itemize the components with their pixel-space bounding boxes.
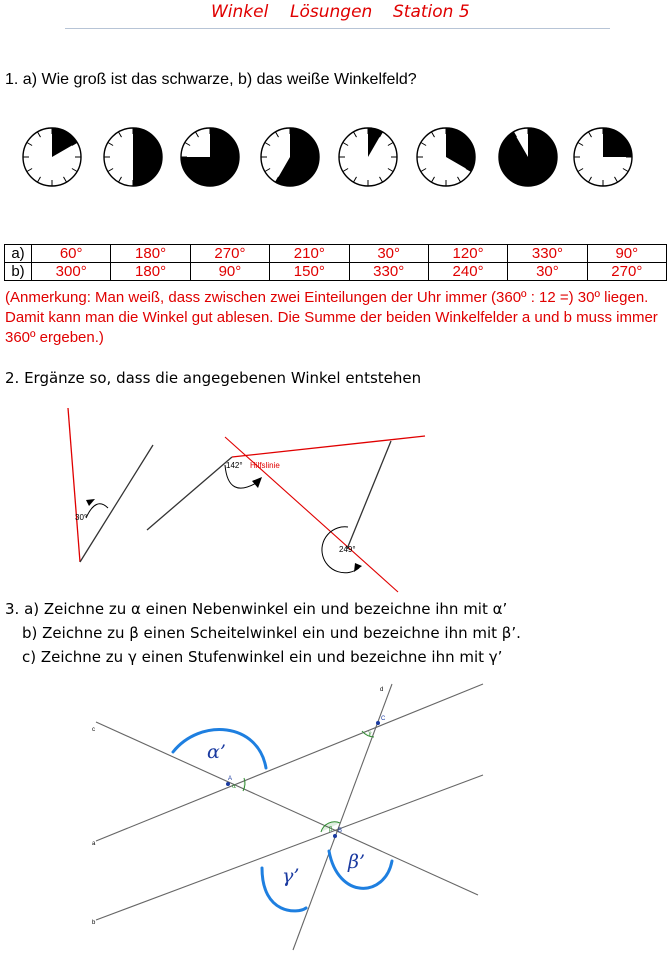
clock-face <box>23 128 81 186</box>
label-gamma: γ <box>368 730 372 737</box>
header-station: Station 5 <box>393 2 470 22</box>
header-title: Winkel <box>211 2 269 22</box>
table-cell: 330° <box>508 245 587 263</box>
clock-tick <box>276 132 279 137</box>
question-3c: c) Zeichne zu γ einen Stufenwinkel ein und bezeichne ihn mit γ’ <box>22 648 503 666</box>
clock-face <box>574 128 632 186</box>
clock-tick <box>380 177 383 182</box>
table-cell: 60° <box>32 245 111 263</box>
table-cell: 180° <box>111 245 190 263</box>
label-beta: β <box>329 826 333 833</box>
clock-tick <box>27 169 32 172</box>
note-text: (Anmerkung: Man weiß, dass zwischen zwei Einteilungen der Uhr immer (360º : 12 =) 30º liegen. Damit kann man die Winkel gut ablesen. Die Summe der beiden Winkelfelder a und b muss immer 360º ergeben.) <box>5 289 658 346</box>
clock-face <box>104 128 162 186</box>
question-3a: 3. a) Zeichne zu α einen Nebenwinkel ein und bezeichne ihn mit α’ <box>5 600 508 618</box>
clock-tick <box>38 177 41 182</box>
clock-face <box>499 128 557 186</box>
label-alpha-prime: α’ <box>207 741 226 763</box>
point-C <box>376 721 380 725</box>
clock-tick <box>578 169 583 172</box>
label-line-b: b <box>92 920 96 926</box>
label-gamma-prime: γ’ <box>282 865 300 887</box>
clock-tick <box>343 169 348 172</box>
clock-tick <box>185 143 190 146</box>
black-angle-sector <box>368 128 383 157</box>
arrow-142 <box>252 477 262 488</box>
point-A <box>226 782 230 786</box>
question-2: 2. Ergänze so, dass die angegebenen Winkel entstehen <box>5 369 422 387</box>
arrow-249 <box>354 563 362 572</box>
clock-face <box>339 128 397 186</box>
clock-tick <box>108 143 113 146</box>
label-line-c: c <box>92 727 95 733</box>
table-row-b <box>5 263 667 281</box>
clock-tick <box>623 169 628 172</box>
table-cell: 210° <box>270 245 349 263</box>
question-1: 1. a) Wie groß ist das schwarze, b) das weiße Winkelfeld? <box>5 71 417 88</box>
clock-tick <box>108 169 113 172</box>
label-142: 142° <box>226 461 243 470</box>
label-30: 30° <box>75 513 88 522</box>
clock-tick <box>38 132 41 137</box>
black-ray-142 <box>147 457 232 530</box>
row-label-a: a) <box>5 245 32 263</box>
table-cell: 270° <box>190 245 269 263</box>
label-point-C: C <box>381 716 386 722</box>
clock-row <box>0 120 672 200</box>
label-line-a: a <box>92 841 96 847</box>
table-cell: 240° <box>428 263 507 281</box>
clock-tick <box>354 177 357 182</box>
clock-tick <box>119 177 122 182</box>
table-cell: 180° <box>111 263 190 281</box>
clock-tick <box>119 132 122 137</box>
table-cell: 270° <box>587 263 666 281</box>
clock-tick <box>432 177 435 182</box>
angle-construction-figure <box>0 400 672 600</box>
header-rule <box>65 28 610 29</box>
question-3b: b) Zeichne zu β einen Scheitelwinkel ein und bezeichne ihn mit β’. <box>22 624 521 642</box>
clock-tick <box>265 169 270 172</box>
label-beta-prime: β’ <box>348 851 366 873</box>
label-249: 249° <box>339 545 356 554</box>
clock-face <box>417 128 475 186</box>
table-cell: 300° <box>32 263 111 281</box>
clock-tick <box>421 169 426 172</box>
answer-table <box>4 244 667 281</box>
clock-tick <box>615 177 618 182</box>
label-alpha: α <box>232 783 237 790</box>
clock-tick <box>354 132 357 137</box>
clock-tick <box>196 132 199 137</box>
table-cell: 150° <box>270 263 349 281</box>
clock-tick <box>265 143 270 146</box>
clock-tick <box>578 143 583 146</box>
red-ray-142 <box>232 436 425 457</box>
red-ray-30 <box>68 408 80 562</box>
arc-30 <box>86 504 108 518</box>
table-cell: 90° <box>587 245 666 263</box>
clock-tick <box>458 177 461 182</box>
table-row-a <box>5 245 667 263</box>
label-line-d: d <box>380 687 384 693</box>
clock-tick <box>64 177 67 182</box>
label-point-A: A <box>228 776 233 782</box>
table-cell: 30° <box>349 245 428 263</box>
clock-tick <box>72 169 77 172</box>
clock-tick <box>343 143 348 146</box>
table-cell: 330° <box>349 263 428 281</box>
parallel-lines-figure <box>0 675 672 960</box>
clock-tick <box>589 177 592 182</box>
black-angle-sector <box>446 128 475 172</box>
black-ray-249 <box>347 441 391 549</box>
clock-tick <box>421 143 426 146</box>
clock-tick <box>388 169 393 172</box>
line-b <box>96 775 483 920</box>
black-angle-sector <box>276 128 320 186</box>
point-B <box>333 834 337 838</box>
clock-tick <box>388 143 393 146</box>
clock-tick <box>432 132 435 137</box>
table-cell: 120° <box>428 245 507 263</box>
line-a <box>96 684 483 841</box>
row-label-b: b) <box>5 263 32 281</box>
label-point-B: B <box>338 828 343 834</box>
page-header <box>0 0 672 30</box>
arrow-30 <box>86 499 95 506</box>
table-cell: 30° <box>508 263 587 281</box>
clock-face <box>261 128 319 186</box>
header-subtitle: Lösungen <box>290 2 373 22</box>
clock-face <box>181 128 239 186</box>
clock-tick <box>27 143 32 146</box>
black-angle-sector <box>52 128 77 157</box>
table-cell: 90° <box>190 263 269 281</box>
label-hilfslinie: Hilfslinie <box>250 461 280 470</box>
clock-tick <box>589 132 592 137</box>
